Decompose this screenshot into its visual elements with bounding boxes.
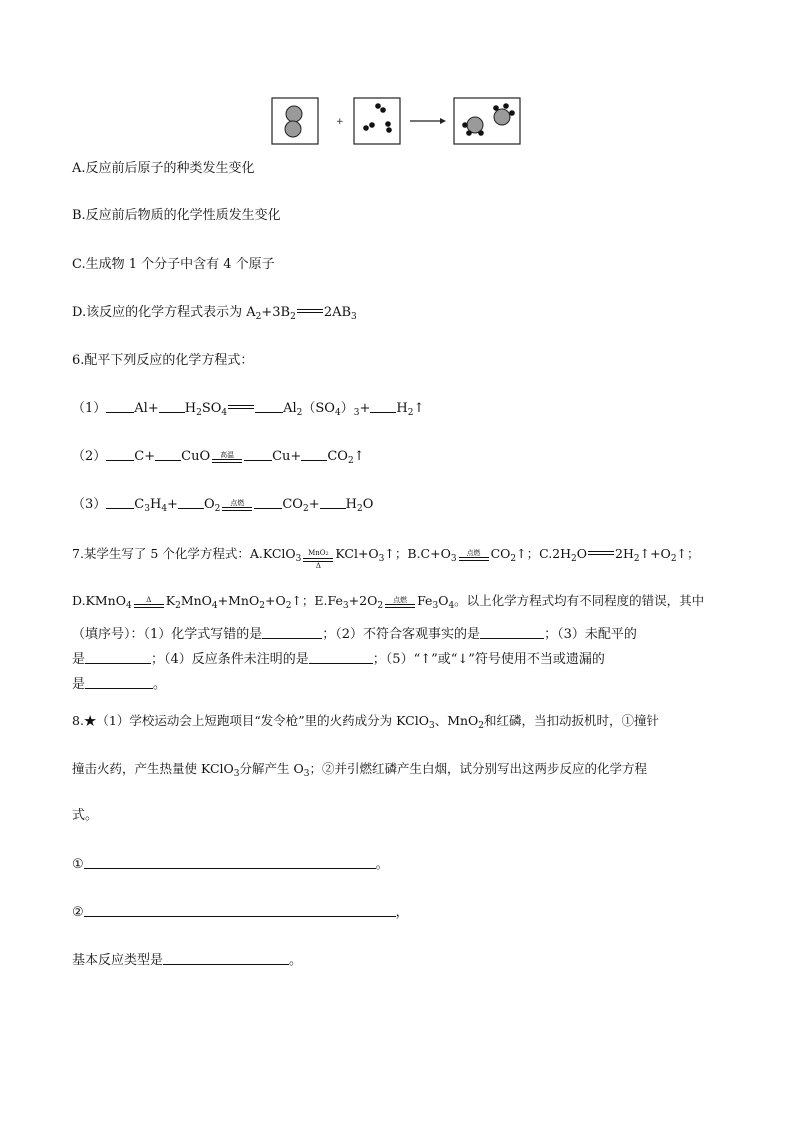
small-atom-icon [503,103,509,109]
large-atom-icon [286,106,302,122]
equals-bar [228,405,254,409]
blank[interactable] [106,496,134,509]
plus-sign: + [336,117,344,127]
question-6-title: 6.配平下列反应的化学方程式： [72,353,254,368]
question-8-line-3: 式。 [72,808,99,823]
large-atom-icon [494,109,510,125]
small-atom-icon [375,103,381,109]
blank[interactable] [370,400,396,413]
equation-2: （2） C+ CuO 高温 $Cu+ CO_2↑$ [72,448,365,470]
reaction-type-line: 基本反应类型是 。 [72,953,303,968]
answer-blank[interactable] [163,952,289,965]
option-c: C.生成物 1 个分子中含有 4 个原子 [72,257,275,272]
equals-bar [588,551,614,555]
reaction-condition: 点燃 [459,549,489,567]
answer-blank[interactable] [85,676,153,689]
question-7-line-4: 是 ；（4）反应条件未注明的是 ；（5）“↑”或“↓”符号使用不当或遗漏的 [72,652,605,667]
equation-1: （1） $Al+ H_2SO_4$ $Al_2(SO_4)_3+$ $H_2↑$ [72,401,425,418]
option-b: B.反应前后物质的化学性质发生变化 [72,208,281,223]
answer-blank[interactable] [480,626,544,639]
question-7-line-2: D.KMnO$_4$ Δ $K_2MnO_4+MnO_2+O_2↑$；$E.Fe_3+2O_2$ 点燃 $Fe_3O_4$。以上化学方程式均有不同程度的错误，其中 [72,592,704,615]
question-8-line-2: 撞击火药，产生热量使 KClO$_3$分解产生 $O_3$；②并引燃红磷产生白烟，试分别写出这两步反应的化学方程 [72,761,648,779]
blank[interactable] [159,400,185,413]
small-atom-icon [386,127,392,133]
blank[interactable] [178,496,204,509]
small-atom-icon [385,121,391,127]
question-7-line-5: 是 。 [72,677,167,692]
reaction-condition: 点燃 [385,596,415,614]
small-atom-icon [466,130,472,136]
blank[interactable] [244,448,272,461]
small-atom-icon [363,125,369,131]
answer-line-1: ① 。 [72,857,389,872]
molecule-reaction-diagram [270,96,522,146]
equals-bar [297,309,323,313]
option-a: A.反应前后原子的种类发生变化 [72,161,255,176]
small-atom-icon [493,105,499,111]
reaction-condition: 点燃 [222,499,252,517]
reaction-condition: MnO2 Δ [303,549,333,570]
question-7-line-3: （填序号）：（1）化学式写错的是 ；（2）不符合客观事实的是 ；（3）未配平的 [72,627,637,642]
option-d: D.该反应的化学方程式表示为 $A_2+3B_2$ $2AB_3$ [72,305,357,322]
right-arrow-head [440,118,446,124]
blank[interactable] [106,400,134,413]
answer-blank[interactable] [262,626,322,639]
product-box [454,98,520,144]
small-atom-icon [380,107,386,113]
small-atom-icon [462,122,468,128]
small-atom-icon [478,130,484,136]
reaction-condition: Δ [134,596,164,614]
equation-3: （3） $C_3H_4+ O_2$ 点燃 $CO_2+ H_2O$ [72,496,373,518]
blank[interactable] [106,448,134,461]
blank[interactable] [320,496,346,509]
small-atom-icon [509,110,515,116]
question-8-line-1: 8.★（1）学校运动会上短跑项目“发令枪”里的火药成分为 KClO$_3$、MnO$_2$和红磷，当扣动扳机时，①撞针 [72,713,660,731]
blank[interactable] [301,448,327,461]
blank[interactable] [155,448,181,461]
answer-line-2: ② ， [72,905,409,920]
answer-blank[interactable] [309,651,373,664]
small-atom-icon [369,122,375,128]
answer-blank[interactable] [84,856,376,869]
answer-blank[interactable] [84,904,396,917]
answer-blank[interactable] [85,651,151,664]
reaction-condition: 高温 [212,451,242,469]
blank[interactable] [255,400,283,413]
question-7-line-1: 7.某学生写了 5 个化学方程式：A.KClO$_3$ MnO2 Δ $KCl+O_3↑$；$B.C+O_3$ 点燃 $CO_2↑$；$C.2H_2O$ $2H_2↑+O_2↑$； [72,546,700,570]
large-atom-icon [285,121,301,137]
blank[interactable] [254,496,282,509]
